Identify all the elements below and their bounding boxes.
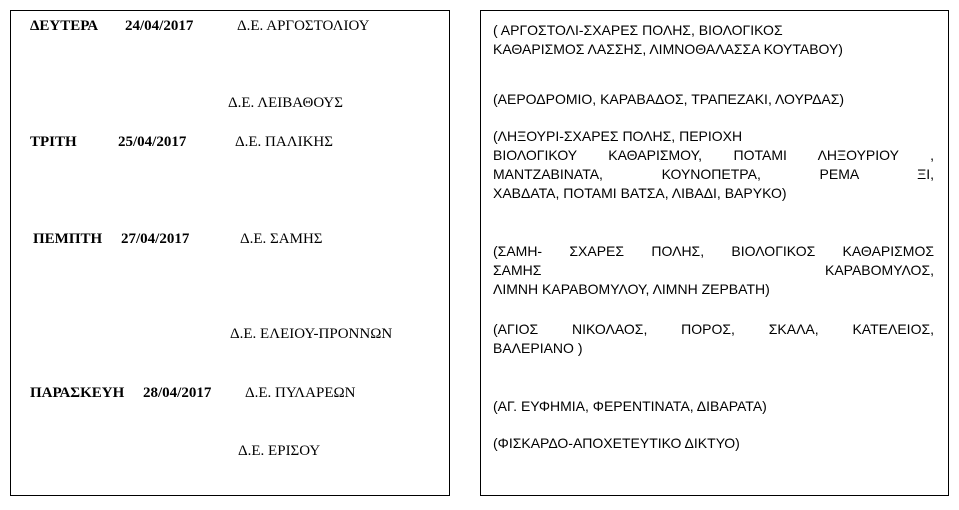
area-description: (ΦΙΣΚΑΡΔΟ-ΑΠΟΧΕΤΕΥΤΙΚΟ ΔΙΚΤΥΟ): [493, 435, 740, 451]
municipal-unit: Δ.Ε. ΣΑΜΗΣ: [240, 231, 323, 247]
area-description: (ΛΗΞΟΥΡΙ-ΣΧΑΡΕΣ ΠΟΛΗΣ, ΠΕΡΙΟΧΗ ΒΙΟΛΟΓΙΚΟΥ ΚΑΘΑΡΙΣΜΟΥ, ΠΟΤΑΜΙ ΛΗΞΟΥΡΙΟΥ , ΜΑΝΤΖΑΒΙΝΑΤΑ, ΚΟΥΝΟΠΕΤΡΑ, ΡΕΜΑ ΞΙ, ΧΑΒΔΑΤΑ, ΠΟΤΑΜΙ ΒΑΤΣΑ, ΛΙΒΑΔΙ, ΒΑΡΥΚΟ): [493, 128, 934, 201]
area-description: (ΑΓ. ΕΥΦΗΜΙΑ, ΦΕΡΕΝΤΙΝΑΤΑ, ΔΙΒΑΡΑΤΑ): [493, 398, 767, 414]
date-label: 27/04/2017: [121, 231, 190, 247]
area-description: (ΑΓΙΟΣ ΝΙΚΟΛΑΟΣ, ΠΟΡΟΣ, ΣΚΑΛΑ, ΚΑΤΕΛΕΙΟΣ, ΒΑΛΕΡΙΑΝΟ ): [493, 321, 934, 356]
date-label: 25/04/2017: [118, 134, 187, 150]
day-label: ΠΑΡΑΣΚΕΥΗ: [30, 385, 125, 401]
area-description: (ΣΑΜΗ- ΣΧΑΡΕΣ ΠΟΛΗΣ, ΒΙΟΛΟΓΙΚΟΣ ΚΑΘΑΡΙΣΜΟΣ ΣΑΜΗΣ ΚΑΡΑΒΟΜΥΛΟΣ, ΛΙΜΝΗ ΚΑΡΑΒΟΜΥΛΟΥ, ΛΙΜΝΗ ΖΕΡΒΑΤΗ): [493, 243, 934, 297]
area-description: ( ΑΡΓΟΣΤΟΛΙ-ΣΧΑΡΕΣ ΠΟΛΗΣ, ΒΙΟΛΟΓΙΚΟΣ ΚΑΘΑΡΙΣΜΟΣ ΛΑΣΣΗΣ, ΛΙΜΝΟΘΑΛΑΣΣΑ ΚΟΥΤΑΒΟΥ): [493, 22, 843, 57]
municipal-unit: Δ.Ε. ΕΡΙΣΟΥ: [238, 443, 321, 459]
date-label: 28/04/2017: [143, 385, 212, 401]
area-description: (ΑΕΡΟΔΡΟΜΙΟ, ΚΑΡΑΒΑΔΟΣ, ΤΡΑΠΕΖΑΚΙ, ΛΟΥΡΔΑΣ): [493, 91, 845, 107]
municipal-unit: Δ.Ε. ΛΕΙΒΑΘΟΥΣ: [228, 95, 343, 111]
municipal-unit: Δ.Ε. ΑΡΓΟΣΤΟΛΙΟΥ: [237, 18, 370, 34]
schedule-box: [10, 10, 450, 496]
municipal-unit: Δ.Ε. ΠΥΛΑΡΕΩΝ: [245, 385, 356, 401]
day-label: ΠΕΜΠΤΗ: [33, 231, 103, 247]
municipal-unit: Δ.Ε. ΕΛΕΙΟΥ-ΠΡΟΝΝΩΝ: [230, 326, 393, 342]
municipal-unit: Δ.Ε. ΠΑΛΙΚΗΣ: [235, 134, 333, 150]
day-label: ΤΡΙΤΗ: [30, 134, 77, 150]
day-label: ΔΕΥΤΕΡΑ: [30, 18, 99, 34]
date-label: 24/04/2017: [125, 18, 194, 34]
